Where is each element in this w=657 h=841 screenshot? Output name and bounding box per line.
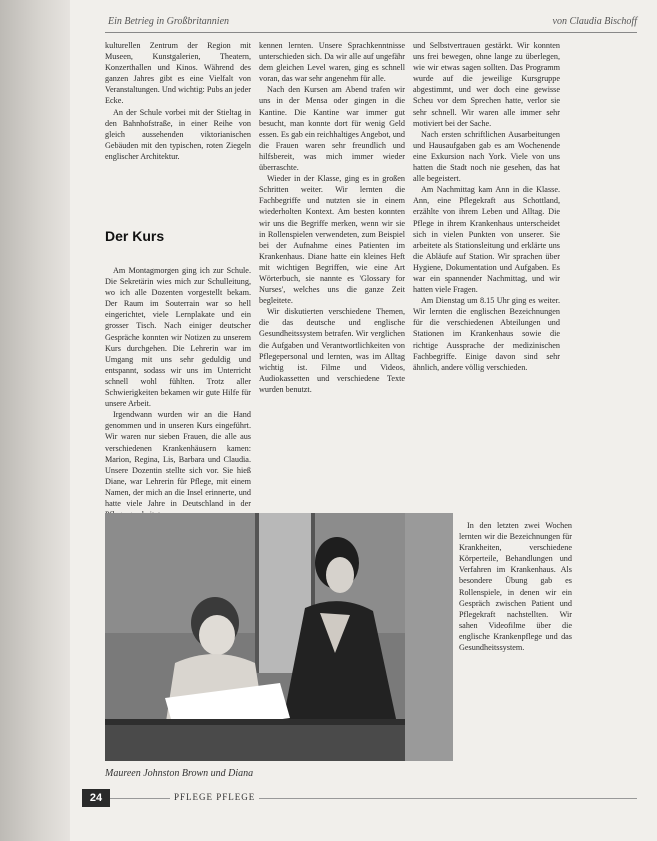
paragraph: und Selbstvertrauen gestärkt. Wir konnten uns frei bewegen, ohne lange zu überlegen, wie wir etwas sagen sollten. Das Programm wurde auf die jeweilige Kursgruppe abgestimmt, und wer doch eine gewisse Scheu vor dem Sprechen hatte, verlor sie sehr schnell. Wir waren alle immer sehr motiviert bei der Sache. bbox=[413, 41, 560, 128]
paragraph: Wir diskutierten verschiedene Themen, die das deutsche und englische Gesundheitssystem betrafen. Wir verglichen die Aufgaben und Verantwortlichkeiten von Pflegepersonal und lernten, was im Alltag wichtig ist. Filme und Videos, Audiokassetten und verschiedene Texte wurden benutzt. bbox=[259, 307, 405, 394]
column-2 bbox=[259, 40, 405, 510]
page-number: 24 bbox=[82, 789, 110, 807]
column-1-bottom bbox=[105, 265, 251, 542]
photo-caption: Maureen Johnston Brown und Diana bbox=[105, 768, 254, 779]
column-3-bottom bbox=[459, 520, 572, 780]
paragraph: An der Schule vorbei mit der Stieltag in den Bahnhofstraße, in einer Reihe von gleich aussehenden viktorianischen Gebäuden mit den typischen, roten Ziegeln englischer Architektur. bbox=[105, 107, 251, 161]
paragraph: Nach den Kursen am Abend trafen wir uns in der Mensa oder gingen in die Kantine. Die Kantine war immer gut besucht, man konnte dort für wenig Geld essen. Es gab ein reichhaltiges Angebot, und die Frauen waren sehr freundlich und hilfsbereit, was mich immer wieder überraschte. bbox=[259, 85, 405, 173]
paragraph: Am Montagmorgen ging ich zur Schule. Die Sekretärin wies mich zur Schulleitung, wo ich alle Dozenten vorgestellt bekam. Der Raum im Souterrain war so hell eingerichtet, viele Lernplakate und ein grosser Tisch. Nach einiger deutscher Gespräche konnten wir Notizen zu unserem Kurs durchgehen. Die Lehrerin war im Umgang mit uns sehr geduldig und entspannt, sodass wir uns im Unterricht schnell wohl fühlten. Trotz aller Schwierigkeiten bekamen wir gute Hilfe für unsere Arbeit. bbox=[105, 266, 251, 409]
paragraph: kennen lernten. Unsere Sprachkenntnisse unterschieden sich. Da wir alle auf ungefähr dem gleichen Level waren, ging es schnell voran, das war sehr angenehm für alle. bbox=[259, 41, 405, 84]
page-gutter bbox=[0, 0, 70, 841]
paragraph: Am Dienstag um 8.15 Uhr ging es weiter. Wir lernten die englischen Bezeichnungen für die verschiedenen Abteilungen und Stationen im Krankenhaus sowie die richtige Aussprache der medizinischen Fachbegriffe. Einige davon sind sehr ähnlich, andere völlig verschieden. bbox=[413, 296, 560, 372]
footer-brand: PFLEGE PFLEGE bbox=[170, 792, 259, 802]
photo-illustration bbox=[105, 513, 453, 761]
column-1-top bbox=[105, 40, 251, 162]
top-rule bbox=[105, 32, 637, 33]
photograph bbox=[105, 513, 453, 761]
paragraph: Nach ersten schriftlichen Ausarbeitungen und Hausaufgaben gab es am Wochenende eine Exkursion nach York. Viele von uns hatten die Stadt noch nie gesehen, das hat alle begeistert. bbox=[413, 129, 560, 184]
paragraph: In den letzten zwei Wochen lernten wir die Bezeichnungen für Krankheiten, verschiedene Körperteile, Behandlungen und Verfahren im Krankenhaus. Als besondere Übung gab es Rollenspiele, in denen wir ein Gespräch zwischen Patient und Pflegekraft nachstellten. Wir sahen Videofilme über die englische Krankenpflege und das Gesundheitssystem. bbox=[459, 521, 572, 653]
paragraph: kulturellen Zentrum der Region mit Museen, Kunstgalerien, Theatern, Konzerthallen und Kinos. Während des ganzen Jahres gibt es eine Vielfalt von Veranstaltungen. Und wichtig: Pubs an jeder Ecke. bbox=[105, 41, 251, 106]
running-head-right: von Claudia Bischoff bbox=[552, 16, 637, 27]
paragraph: Irgendwann wurden wir an die Hand genommen und in unseren Kurs eingeführt. Wir waren nur sieben Frauen, die alle aus verschiedenen Krankenhäusern kamen: Marion, Regina, Lis, Barbara und Claudia. Unsere Dozentin stellte sich vor. Sie hieß Diane, war Lehrerin für Pflege, mit einem Namen, der mich an die Insel erinnerte, und hatte viele Jahre in Deutschland in der bbox=[105, 410, 251, 508]
paragraph: Wieder in der Klasse, ging es in großen Schritten weiter. Wir lernten die Fachbegriffe und nutzten sie in einem wiederholten Kontext. Am besten konnten wir uns die Begriffe merken, wenn wir sie in Rollenspielen verwendeten, zum Beispiel bei der Aufnahme eines Patienten im Krankenhaus. Diane hatte ein kleines Heft mit wichtigen Begriffen, wie eine Art Wörterbuch, sie nannte es 'Glossary for Nurses', welches uns die ganze Zeit begleitete. bbox=[259, 174, 405, 306]
paragraph: Am Nachmittag kam Ann in die Klasse. Ann, eine Pflegekraft aus Schottland, erzählte von ihrem Leben und Alltag. Die Pflege in ihrem Krankenhaus unterscheidet sich in vielen Punkten von unserer. Sie arbeitete als Stationsleitung und erklärte uns die Abläufe auf Station. Wir sprachen über Hygiene, Dokumentation und Aufgaben. Es war ein spannender Nachmittag, und wir hatten viele Fragen. bbox=[413, 185, 560, 295]
section-heading: Der Kurs bbox=[105, 228, 165, 244]
running-head-left: Ein Betrieg in Großbritannien bbox=[108, 16, 230, 27]
column-3 bbox=[413, 40, 560, 516]
